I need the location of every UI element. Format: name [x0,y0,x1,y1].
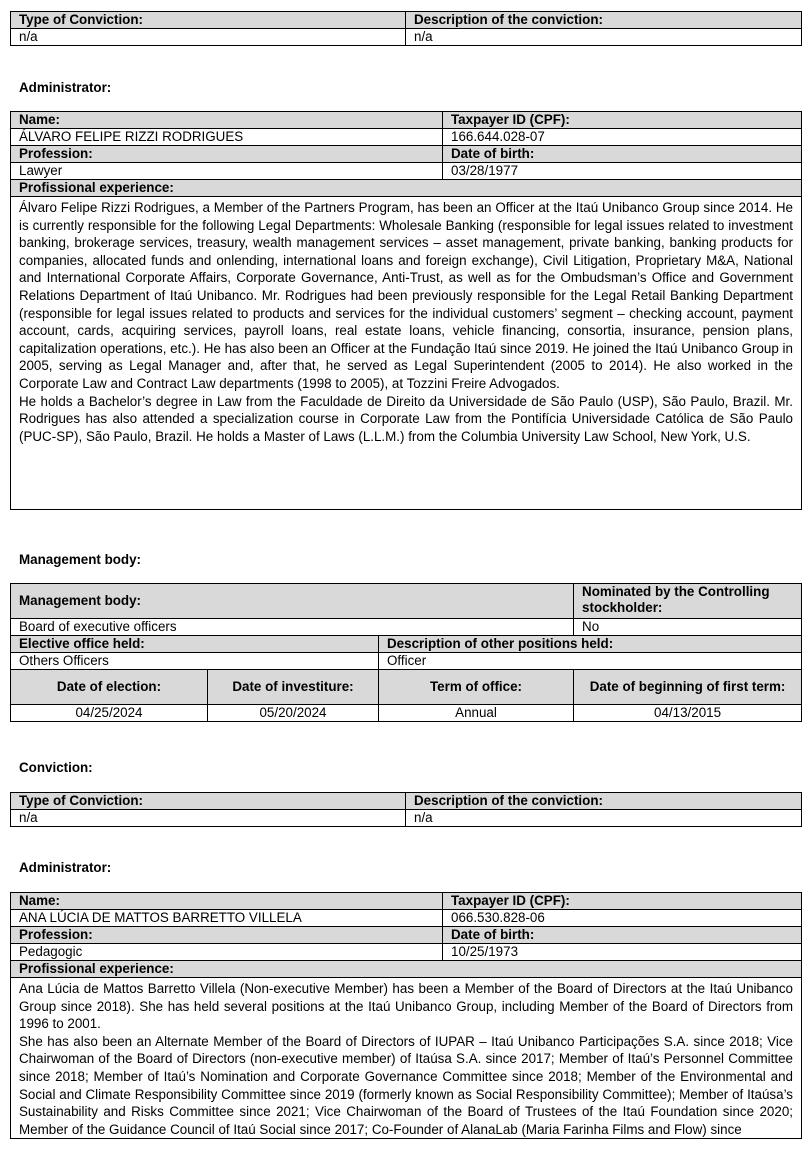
elective-office-header: Elective office held: [11,636,379,653]
conviction-type-value: n/a [11,29,406,46]
conviction-table-2 [10,792,802,827]
other-positions-header: Description of other positions held: [379,636,802,653]
other-positions-value: Officer [379,653,802,670]
first-term-header: Date of beginning of first term: [574,670,802,705]
conviction-description-value: n/a [406,29,802,46]
administrator-dob: 03/28/1977 [443,163,802,180]
administrator-label-2: Administrator: [19,860,112,875]
management-body-value: Board of executive officers [11,619,574,636]
administrator-table-1 [10,111,802,510]
management-body-label: Management body: [19,552,142,567]
administrator-table-2 [10,892,802,1139]
conviction-table-1 [10,11,802,46]
experience-paragraph-2: He holds a Bachelor’s degree in Law from the Faculdade de Direito da Universidade de São Paulo (USP), São Paulo, Brazil. Mr. Rodrigues has also attended a specialization course in Corporate Law from the Pontifícia Universidade Católica de São Paulo (PUC-SP), São Paulo, Brazil. He holds a Master of Laws (L.L.M.) from the Columbia University Law School, New York, U.S. [19,393,793,444]
cpf-label: Taxpayer ID (CPF): [443,112,802,129]
administrator-dob: 10/25/1973 [443,944,802,961]
dob-label: Date of birth: [443,927,802,944]
dob-label: Date of birth: [443,146,802,163]
first-term-value: 04/13/2015 [574,705,802,722]
experience-label: Profissional experience: [11,180,802,197]
name-label: Name: [11,112,443,129]
profession-label: Profession: [11,927,443,944]
investiture-date-header: Date of investiture: [208,670,379,705]
experience-paragraph-1: Álvaro Felipe Rizzi Rodrigues, a Member of the Partners Program, has been an Officer at the Itaú Unibanco Group since 2014. He is currently responsible for the following Legal Departments: Wholesale Banking (responsible for legal issues related to investment banking, brokerage services, treasury, wealth management services – asset management, private banking, banking products for companies, allocated funds and onlending, international loans and foreign exchange), Civil Litigation, Proprietary M&A, National and International Corporate Affairs, Corporate Governance, Anti-Trust, as well as for the Ombudsman’s Office and Government Relations Department of Itaú Unibanco. Mr. Rodrigues had been previously responsible for the Legal Retail Banking Department (responsible for legal issues related to products and services for the individual customers’ segment – checking account, payment account, cards, acquiring services, payroll loans, real estate loans, vehicle financing, consortia, insurance, pension plans, capitalization operations, etc.). He has also been an Officer at the Fundação Itaú since 2019. He joined the Itaú Unibanco Group in 2005, serving as Legal Manager and, after that, he served as Legal Superintendent (2005 to 2014). He also worked in the Corporate Law and Contract Law departments (1998 to 2005), at Tozzini Freire Advogados. [19,200,793,391]
conviction-label: Conviction: [19,760,93,775]
management-body-header: Management body: [11,584,574,619]
election-date-header: Date of election: [11,670,208,705]
experience-cell [11,197,802,510]
investiture-date-value: 05/20/2024 [208,705,379,722]
conviction-description-header: Description of the conviction: [406,12,802,29]
administrator-profession: Lawyer [11,163,443,180]
term-value: Annual [379,705,574,722]
experience-label: Profissional experience: [11,961,802,978]
management-body-table [10,583,802,722]
conviction-type-header: Type of Conviction: [11,793,406,810]
profession-label: Profession: [11,146,443,163]
administrator-name: ÁLVARO FELIPE RIZZI RODRIGUES [11,129,443,146]
administrator-cpf: 166.644.028-07 [443,129,802,146]
administrator-profession: Pedagogic [11,944,443,961]
name-label: Name: [11,893,443,910]
conviction-type-value: n/a [11,810,406,827]
experience-paragraph-2: She has also been an Alternate Member of the Board of Directors of IUPAR – Itaú Unibanco Participações S.A. since 2018; Vice Chairwoman of the Board of Directors (non-executive member) of Itaúsa S.A. since 2017; Member of Itaú’s Personnel Committee since 2018; Member of Itaú’s Nomination and Corporate Governance Committee since 2018; Member of the Environmental and Social and Climate Responsibility Committee since 2019 (formerly known as Social Responsibility Committee); Member of Itaúsa’s Sustainability and Risks Committee since 2021; Vice Chairwoman of the Board of Trustees of the Itaú Foundation since 2020; Member of the Guidance Council of Itaú Social since 2017; Co-Founder of AlanaLab (Maria Farinha Films and Flow) since [19,1033,793,1137]
elective-office-value: Others Officers [11,653,379,670]
conviction-description-value: n/a [406,810,802,827]
election-date-value: 04/25/2024 [11,705,208,722]
nominated-value: No [574,619,802,636]
experience-cell [11,978,802,1139]
conviction-description-header: Description of the conviction: [406,793,802,810]
term-header: Term of office: [379,670,574,705]
cpf-label: Taxpayer ID (CPF): [443,893,802,910]
administrator-cpf: 066.530.828-06 [443,910,802,927]
conviction-type-header: Type of Conviction: [11,12,406,29]
nominated-header: Nominated by the Controlling stockholder: [574,584,802,619]
administrator-label: Administrator: [19,80,112,95]
administrator-name: ANA LÚCIA DE MATTOS BARRETTO VILLELA [11,910,443,927]
experience-paragraph-1: Ana Lúcia de Mattos Barretto Villela (Non-executive Member) has been a Member of the Board of Directors at the Itaú Unibanco Group since 2018). She has held several positions at the Itaú Unibanco Group, including Member of the Board of Directors from 1996 to 2001. [19,981,793,1032]
